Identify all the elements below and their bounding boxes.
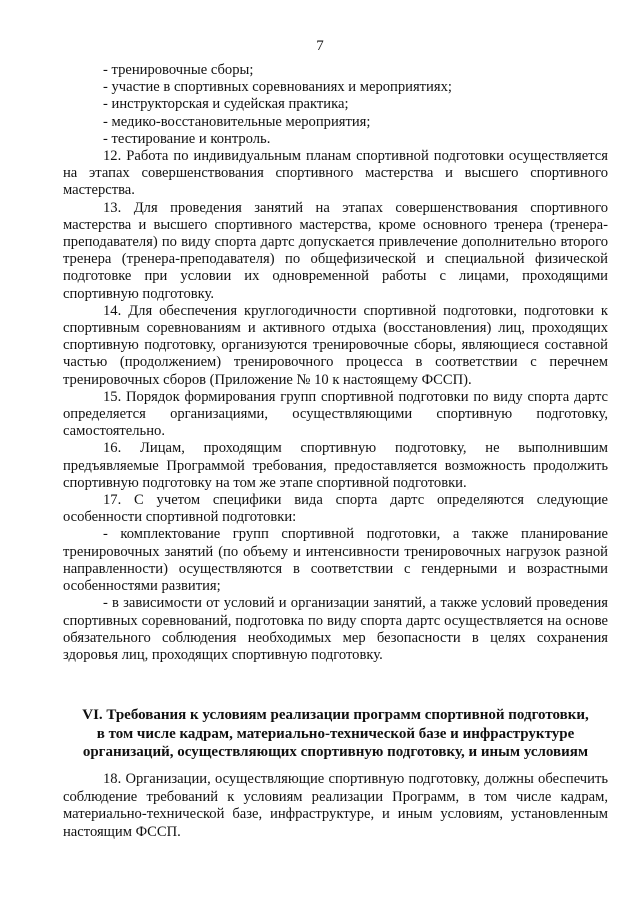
paragraph-14: 14. Для обеспечения круглогодичности спортивной подготовки, подготовки к спортивным соревнованиям и активного отдыха (восстановления) лиц, проходящих спортивную подготовку, организуются тренировочные сборы, являющиеся составной частью (продолжением) тренировочного процесса в соответствии с перечнем тренировочных сборов (Приложение № 10 к настоящему ФССП). (63, 302, 608, 388)
section-heading-line-1: VI. Требования к условиям реализации программ спортивной подготовки, (82, 707, 589, 723)
list-item: - тренировочные сборы; (103, 62, 254, 78)
paragraph-17-item-a: - комплектование групп спортивной подготовки, а также планирование тренировочных занятий (по объему и интенсивности тренировочных нагрузок разной направленности) осуществляются в соответствии с гендерными и возрастными особенностями развития; (63, 526, 608, 595)
paragraph-18: 18. Организации, осуществляющие спортивную подготовку, должны обеспечить соблюдение требований к условиям реализации Программ, в том числе кадрам, материально-технической базе, инфраструктуре, и иным условиям, установленным настоящим ФССП. (63, 771, 608, 840)
list-item: - участие в спортивных соревнованиях и мероприятиях; (103, 79, 452, 96)
page-number: 7 (316, 38, 324, 54)
list-item: - инструкторская и судейская практика; (103, 96, 349, 113)
paragraph-15: 15. Порядок формирования групп спортивной подготовки по виду спорта дартс определяется организациями, осуществляющими спортивную подготовку, самостоятельно. (63, 388, 608, 440)
paragraph-17-item-b: - в зависимости от условий и организации занятий, а также условий проведения спортивных соревнований, подготовка по виду спорта дартс осуществляется на основе обязательного соблюдения необходимых мер безопасности в целях сохранения здоровья лиц, проходящих спортивную подготовку. (63, 595, 608, 663)
paragraph-16: 16. Лицам, проходящим спортивную подготовку, не выполнившим предъявляемые Программой требования, предоставляется возможность продолжить спортивную подготовку на том же этапе спортивной подготовки. (63, 440, 608, 491)
section-heading (63, 706, 608, 762)
list-item: - медико-восстановительные мероприятия; (103, 113, 371, 130)
paragraph-13: 13. Для проведения занятий на этапах совершенствования спортивного мастерства и высшего спортивного мастерства, кроме основного тренера (тренера-преподавателя) по виду спорта дартс допускается привлечение дополнительно второго тренера (тренера-преподавателя) по общефизической и специальной физической подготовке при условии их одновременной работы с лицами, проходящими спортивную подготовку. (63, 199, 608, 302)
list-item: - тестирование и контроль. (103, 130, 271, 147)
paragraph-12: 12. Работа по индивидуальным планам спортивной подготовки осуществляется на этапах совершенствования спортивного мастерства и высшего спортивного мастерства. (63, 148, 608, 199)
body-text (63, 62, 608, 664)
paragraph-17: 17. С учетом специфики вида спорта дартс определяются следующие особенности спортивной подготовки: (63, 492, 608, 526)
section-heading-line-3: организаций, осуществляющих спортивную подготовку, и иным условиям (82, 744, 589, 760)
section-heading-line-2: в том числе кадрам, материально-технической базе и инфраструктуре (96, 725, 575, 742)
